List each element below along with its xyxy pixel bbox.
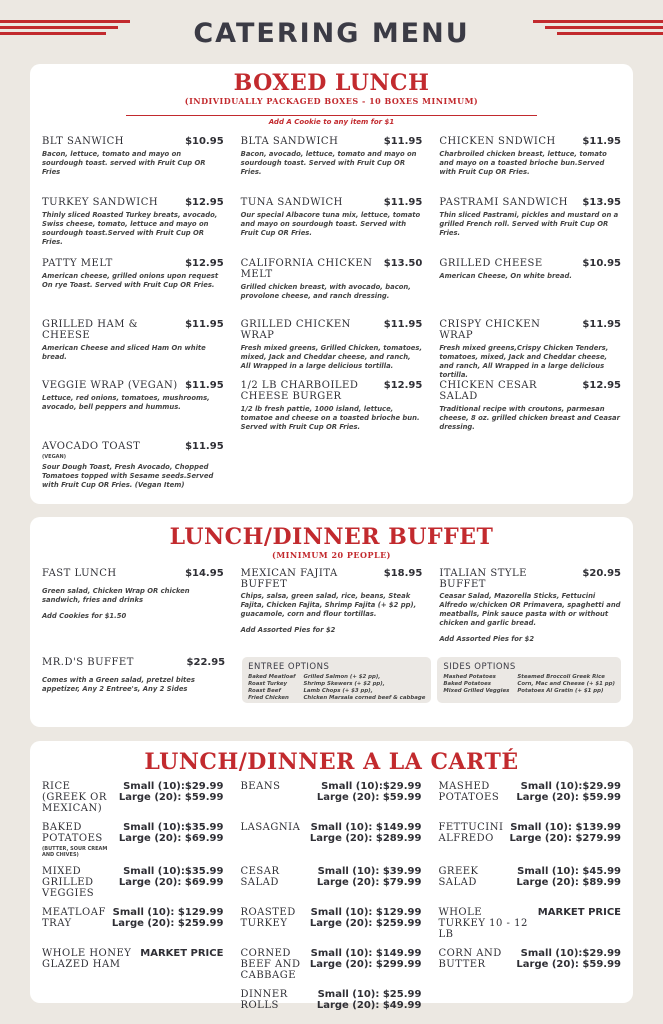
item-price: [317, 781, 422, 803]
boxed-lunch-subtitle: (INDIVIDUALLY PACKAGED BOXES - 10 BOXES MINIMUM): [184, 96, 479, 106]
item-header: [241, 380, 423, 402]
item-header: [240, 948, 421, 981]
menu-item: [42, 441, 224, 499]
item-price: $11.95: [582, 136, 621, 147]
item-header: [42, 948, 223, 970]
option-item: Baked Meatloaf: [248, 674, 296, 680]
item-price: $11.95: [582, 319, 621, 330]
item-description: Traditional recipe with croutons, parmesan cheese, 8 oz. grilled chicken breast and Ceasar dressing.: [439, 405, 620, 431]
item-name: DINNER ROLLS: [240, 989, 288, 1011]
menu-item: [439, 136, 621, 194]
a-la-carte-section: [30, 741, 633, 1011]
a-la-carte-title: LUNCH/DINNER A LA CARTÉ: [144, 749, 519, 775]
item-name: FAST LUNCH: [42, 568, 117, 579]
item-header: [240, 907, 421, 929]
option-item: Grilled Salmon (+ $2 pp),: [303, 674, 381, 680]
menu-item: [439, 319, 621, 377]
carte-item: [438, 822, 621, 858]
price-large: Large (20): $59.99: [118, 792, 224, 803]
price-small: Small (10): $129.99: [310, 907, 422, 918]
price-large: Large (20): $279.99: [509, 833, 621, 844]
cookie-note-text: Add A Cookie to any item for $1: [263, 118, 401, 126]
item-description: American Cheese, On white bread.: [439, 272, 572, 280]
option-item: Mashed Potatoes: [443, 674, 496, 680]
boxed-lunch-section: [30, 64, 633, 504]
item-header: [240, 781, 421, 803]
entree-list-2: [303, 674, 425, 702]
item-name-block: [438, 907, 531, 940]
item-price: [516, 948, 621, 970]
item-price: $22.95: [186, 657, 226, 668]
item-price: $12.95: [383, 380, 423, 391]
buffet-title: LUNCH/DINNER BUFFET: [169, 524, 494, 550]
item-header: [240, 866, 421, 888]
item-description: American cheese, grilled onions upon request On rye Toast. Served with Fruit Cup OR Fries.: [42, 272, 219, 289]
item-name-block: [240, 822, 300, 833]
item-description: Sour Dough Toast, Fresh Avocado, Chopped Tomatoes topped with Sesame seeds.Served with Fruit Cup OR Fries. (Vegan Item): [42, 463, 214, 489]
item-name: CRISPY CHICKEN WRAP: [439, 319, 541, 341]
menu-item: [42, 319, 224, 377]
price-large: Large (20): $59.99: [516, 959, 621, 970]
item-price: [112, 907, 224, 929]
buffet-item: [439, 568, 621, 651]
menu-item: [42, 380, 224, 438]
item-price: [310, 822, 422, 844]
item-description: Thin sliced Pastrami, pickles and mustard on a grilled French roll. Served with Fruit Cup OR Fries.: [439, 211, 619, 237]
item-price: $11.95: [185, 441, 224, 452]
item-description: Grilled chicken breast, with avocado, bacon, provolone cheese, and ranch dressing.: [240, 283, 411, 300]
item-name: WHOLE TURKEY 10 - 12 LB: [438, 907, 528, 940]
item-name: TUNA SANDWICH: [240, 197, 343, 208]
item-name: BEANS: [240, 781, 281, 792]
item-header: [42, 441, 224, 452]
item-name: GRILLED CHICKEN WRAP: [240, 319, 351, 341]
carte-item: [240, 822, 421, 858]
item-header: [438, 907, 621, 940]
sides-options-box: [437, 657, 621, 703]
page-title: CATERING MENU: [193, 18, 470, 49]
item-name: CALIFORNIA CHICKEN MELT: [240, 258, 373, 280]
item-name: RICE (GREEK OR MEXICAN): [42, 781, 107, 814]
item-price: $18.95: [383, 568, 423, 579]
item-name: CHICKEN SNDWICH: [439, 136, 556, 147]
item-name: ITALIAN STYLE BUFFET: [439, 568, 527, 590]
carte-item: [240, 866, 421, 899]
item-price: [509, 822, 621, 844]
item-description: Bacon, lettuce, tomato and mayo on sourdough toast. served with Fruit Cup OR Fries: [42, 150, 206, 176]
menu-item: [241, 136, 423, 194]
buffet-grid: [42, 568, 621, 651]
item-price: $14.95: [185, 568, 224, 579]
option-item: Fried Chicken: [248, 695, 289, 701]
price-small: Small (10):$29.99: [123, 781, 224, 792]
item-description: Our special Albacore tuna mix, lettuce, tomato and mayo on sourdough toast. Served with Fruit Cup OR Fries.: [240, 211, 421, 237]
item-price: [317, 989, 422, 1011]
price-small: Small (10): $149.99: [310, 948, 422, 959]
item-name: BLT SANWICH: [42, 136, 124, 147]
item-header: [42, 907, 223, 929]
item-header: [439, 568, 621, 590]
price-large: Large (20): $259.99: [309, 918, 422, 929]
item-price: $11.95: [185, 319, 224, 330]
carte-item: [42, 866, 223, 899]
item-name-block: [240, 948, 303, 981]
carte-item: [240, 907, 421, 940]
item-price: [119, 822, 224, 844]
item-header: [241, 258, 423, 280]
menu-item: [241, 380, 423, 438]
menu-item: [42, 136, 224, 194]
price-large: Large (20): $69.99: [118, 833, 224, 844]
item-name: CORNED BEEF AND CABBAGE: [240, 948, 301, 981]
sides-list-1: [443, 674, 509, 695]
item-name-block: [240, 866, 310, 888]
item-price: $11.95: [383, 197, 423, 208]
item-header: [42, 258, 224, 269]
option-item: Lamb Chops (+ $3 pp),: [303, 688, 373, 694]
item-price: [119, 866, 224, 888]
item-header: [42, 319, 224, 341]
option-item: Baked Potatoes: [443, 681, 491, 687]
item-description: Thinly sliced Roasted Turkey breats, avocado, Swiss cheese, tomato, lettuce and mayo on sourdough toast.Served with Fruit Cup OR Fries.: [42, 211, 218, 246]
item-name: MASHED POTATOES: [438, 781, 500, 803]
item-header: [439, 380, 621, 402]
a-la-carte-grid: [42, 781, 621, 1024]
item-header: [241, 136, 423, 147]
price-small: Small (10): $25.99: [317, 989, 422, 1000]
item-header: [42, 380, 224, 391]
carte-item: [438, 866, 621, 899]
price-small: Small (10):$29.99: [321, 781, 422, 792]
item-header: [240, 822, 421, 844]
carte-item: [42, 781, 223, 814]
option-item: Roast Beef: [248, 688, 281, 694]
item-name: CORN AND BUTTER: [438, 948, 502, 970]
option-item: Potatoes Al Gratin (+ $1 pp): [517, 688, 604, 694]
item-price: [538, 907, 621, 918]
item-price: [310, 907, 422, 929]
item-header: [438, 822, 621, 844]
item-name: LASAGNIA: [240, 822, 301, 833]
price-large: Large (20): $59.99: [316, 792, 422, 803]
item-header: [42, 197, 224, 208]
item-header: [240, 989, 421, 1011]
item-header: [438, 781, 621, 803]
item-header: [438, 866, 621, 888]
item-price: $11.95: [383, 319, 423, 330]
item-name: VEGGIE WRAP (VEGAN): [42, 380, 178, 391]
carte-item: [240, 781, 421, 814]
item-description: Fresh mixed greens,Crispy Chicken Tenders, tomatoes, mixed, Jack and Cheddar cheese, and ranch, All Wrapped in a large delicious tortilla.: [439, 344, 609, 379]
item-price: [317, 866, 422, 888]
item-name: BLTA SANDWICH: [240, 136, 339, 147]
item-price: $12.95: [185, 258, 224, 269]
menu-item: [439, 380, 621, 438]
carte-item: [438, 907, 621, 940]
item-description: Comes with a Green salad, pretzel bites appetizer, Any 2 Entree's, Any 2 Sides: [42, 676, 195, 693]
item-name-block: [42, 822, 113, 858]
item-description: Bacon, avocado, lettuce, tomato and mayo on sourdough toast. Served with Fruit Cup OR Fries.: [240, 150, 417, 176]
menu-item: [42, 197, 224, 255]
entree-list-1: [248, 674, 295, 702]
item-header: [42, 781, 223, 814]
menu-item: [241, 197, 423, 255]
item-extra: Add Assorted Pies for $2: [439, 635, 535, 643]
item-name: ROASTED TURKEY: [240, 907, 296, 929]
option-item: Roast Turkey: [248, 681, 288, 687]
menu-item: [439, 197, 621, 255]
item-tag: (BUTTER, SOUR CREAM AND CHIVES): [42, 846, 108, 858]
item-price: [119, 781, 224, 803]
item-price: $12.95: [582, 380, 621, 391]
item-price: $10.95: [582, 258, 621, 269]
price-small: Small (10):$35.99: [123, 866, 224, 877]
buffet-row-mrd: [42, 657, 621, 703]
boxed-lunch-grid: [42, 136, 621, 502]
price-small: Small (10): $139.99: [510, 822, 621, 833]
item-header: [438, 948, 621, 970]
price-large: Large (20): $59.99: [516, 792, 621, 803]
item-description: Fresh mixed greens, Grilled Chicken, tomatoes, mixed, Jack and Cheddar cheese, and ranch, All Wrapped in a large delicious tortilla.: [240, 344, 423, 370]
price-large: Large (20): $299.99: [309, 959, 422, 970]
item-price: [140, 948, 223, 959]
item-price: $10.95: [185, 136, 224, 147]
carte-item: [42, 948, 223, 981]
item-price: $13.50: [383, 258, 423, 269]
item-name: CESAR SALAD: [240, 866, 280, 888]
price-small: Small (10): $129.99: [112, 907, 224, 918]
item-price: $11.95: [383, 136, 423, 147]
price-small: Small (10):$29.99: [520, 948, 621, 959]
item-name: CHICKEN CESAR SALAD: [439, 380, 538, 402]
item-name-block: [438, 948, 510, 970]
buffet-item: [241, 568, 423, 651]
item-name-block: [42, 948, 134, 970]
item-description: Ceasar Salad, Mazorella Sticks, Fettucini Alfredo w/chicken OR Primavera, spaghetti and meatballs, Pink sauce pasta with or without chicken and garlic bread.: [439, 592, 621, 627]
option-item: Corn, Mac and Cheese (+ $1 pp): [517, 681, 615, 687]
carte-item: [438, 948, 621, 981]
item-name-block: [42, 907, 106, 929]
boxed-lunch-title: BOXED LUNCH: [233, 70, 430, 96]
item-price: $20.95: [582, 568, 621, 579]
item-header: [42, 822, 223, 858]
buffet-item: [42, 568, 224, 651]
menu-item: [439, 258, 621, 316]
price-large: Large (20): $289.99: [309, 833, 422, 844]
sides-list-2: [517, 674, 615, 695]
item-description: Charbroiled chicken breast, lettuce, tomato and mayo on a toasted brioche bun.Served with Fruit Cup OR Fries.: [439, 150, 607, 176]
carte-item: [438, 781, 621, 814]
item-name-block: [240, 989, 310, 1011]
buffet-options: [242, 657, 621, 703]
menu-item-mrds-buffet: [42, 657, 225, 703]
carte-item: [240, 989, 421, 1017]
carte-spacer: [42, 989, 223, 1017]
option-item: Steamed Broccoli Greek Rice: [517, 674, 605, 680]
price-large: Large (20): $49.99: [316, 1000, 422, 1011]
price-small: Small (10): $39.99: [317, 866, 422, 877]
item-name: TURKEY SANDWICH: [42, 197, 159, 208]
item-name: GRILLED CHEESE: [439, 258, 543, 269]
item-name: 1/2 LB CHARBOILED CHEESE BURGER: [240, 380, 359, 402]
item-name: PASTRAMI SANDWICH: [439, 197, 568, 208]
item-name: MEXICAN FAJITA BUFFET: [240, 568, 338, 590]
entree-options-box: [242, 657, 431, 703]
item-header: [439, 197, 621, 208]
item-description: American Cheese and sliced Ham On white bread.: [42, 344, 206, 361]
menu-item: [241, 319, 423, 377]
item-description: Lettuce, red onions, tomatoes, mushrooms, avocado, bell peppers and hummus.: [42, 394, 210, 411]
item-header: [439, 319, 621, 341]
item-name: FETTUCINI ALFREDO: [438, 822, 504, 844]
item-name: GREEK SALAD: [438, 866, 479, 888]
item-header: [42, 866, 223, 899]
entree-options-title: ENTREE OPTIONS: [248, 662, 330, 672]
price-small: Small (10): $45.99: [517, 866, 621, 877]
buffet-subtitle: (MINIMUM 20 PEOPLE): [272, 550, 391, 560]
option-item: Mixed Grilled Veggies: [443, 688, 510, 694]
item-price: $11.95: [185, 380, 224, 391]
option-item: Shrimp Skewers (+ $2 pp),: [303, 681, 385, 687]
price-small: MARKET PRICE: [140, 948, 224, 959]
item-extra: Add Cookies for $1.50: [42, 612, 127, 620]
item-price: [310, 948, 422, 970]
item-header: [42, 568, 224, 579]
cookie-note: [42, 109, 621, 128]
price-small: Small (10): $149.99: [310, 822, 422, 833]
item-extra: Add Assorted Pies for $2: [240, 626, 336, 634]
item-header: [241, 568, 423, 590]
price-small: Small (10):$35.99: [123, 822, 224, 833]
item-name: AVOCADO TOAST: [42, 441, 141, 452]
item-price: [516, 866, 621, 888]
price-large: Large (20): $79.99: [316, 877, 422, 888]
item-name-block: [438, 822, 503, 844]
item-name: GRILLED HAM & CHEESE: [42, 319, 139, 341]
price-small: Small (10):$29.99: [520, 781, 621, 792]
item-header: [439, 258, 621, 269]
carte-item: [42, 822, 223, 858]
price-large: Large (20): $69.99: [118, 877, 224, 888]
item-name-block: [438, 866, 510, 888]
item-name-block: [438, 781, 510, 803]
price-large: Large (20): $259.99: [111, 918, 224, 929]
item-tag: (VEGAN): [42, 454, 67, 460]
item-name-block: [42, 866, 113, 899]
item-description: Chips, salsa, green salad, rice, beans, Steak Fajita, Chicken Fajita, Shrimp Fajita (+ $2 pp), guacamole, corn and flour tortillas.: [240, 592, 417, 618]
item-header: [241, 319, 423, 341]
item-price: $12.95: [185, 197, 224, 208]
item-price: $13.95: [582, 197, 621, 208]
item-name: MEATLOAF TRAY: [42, 907, 106, 929]
buffet-section: [30, 517, 633, 727]
sides-options-title: SIDES OPTIONS: [443, 662, 516, 672]
item-name-block: [240, 907, 303, 929]
price-small: MARKET PRICE: [537, 907, 621, 918]
item-name-block: [42, 781, 113, 814]
item-name: WHOLE HONEY GLAZED HAM: [42, 948, 132, 970]
item-name: PATTY MELT: [42, 258, 113, 269]
price-large: Large (20): $89.99: [516, 877, 621, 888]
carte-item: [240, 948, 421, 981]
item-header: [439, 136, 621, 147]
menu-item: [42, 258, 224, 316]
item-header: [42, 136, 224, 147]
item-name: MR.D'S BUFFET: [42, 657, 134, 668]
item-header: [241, 197, 423, 208]
menu-item: [241, 258, 423, 316]
item-name: BAKED POTATOES: [42, 822, 103, 844]
item-description: Green salad, Chicken Wrap OR chicken sandwich, fries and drinks: [42, 587, 190, 604]
item-name-block: [240, 781, 280, 792]
item-name: MIXED GRILLED VEGGIES: [42, 866, 95, 899]
item-price: [516, 781, 621, 803]
carte-item: [42, 907, 223, 940]
option-item: Chicken Marsala corned beef & cabbage: [303, 695, 426, 701]
item-description: 1/2 lb fresh pattie, 1000 island, lettuce, tomatoe and cheese on a toasted brioche bun. Served with Fruit Cup OR Fries.: [240, 405, 420, 431]
